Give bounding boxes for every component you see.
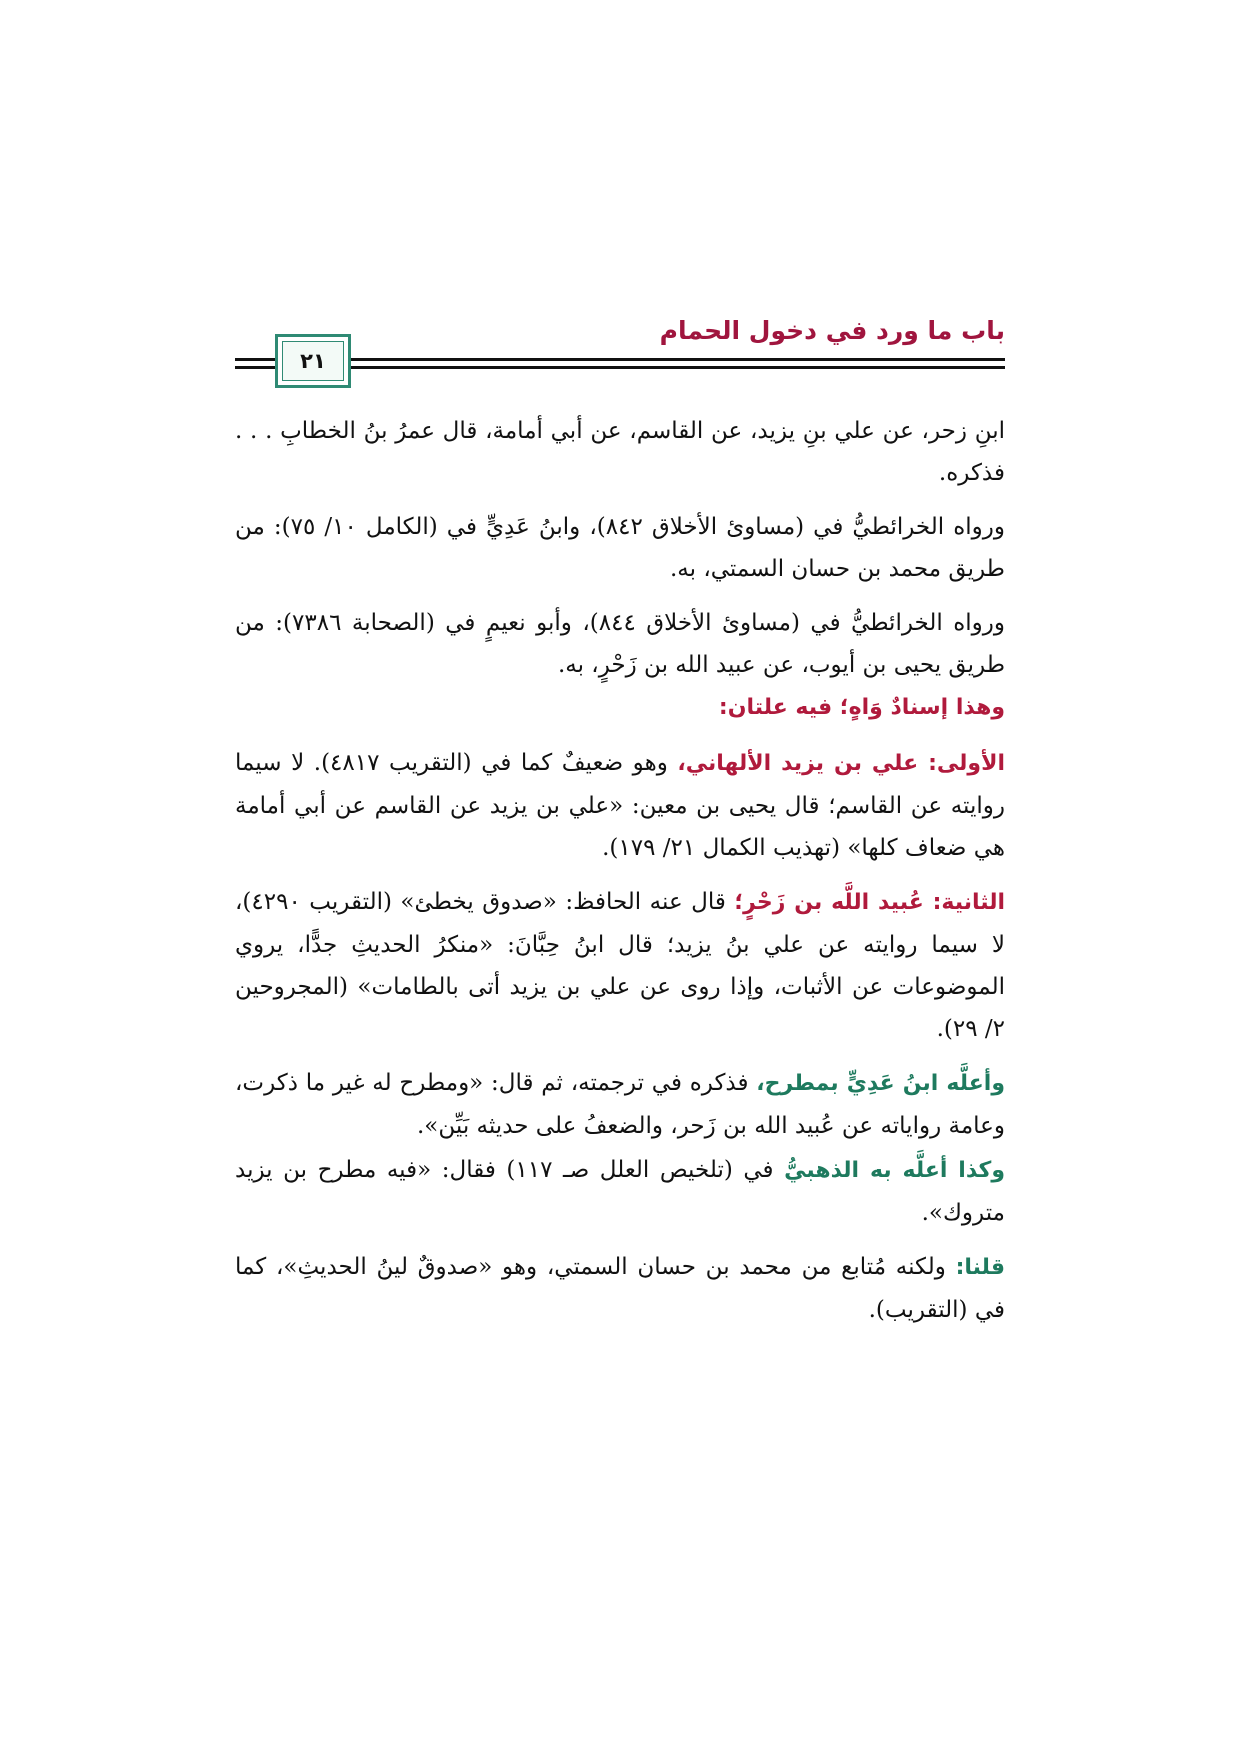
paragraph: الثانية: عُبيد اللَّه بن زَحْرٍ؛ قال عنه الحافظ: «صدوق يخطئ» (التقريب ٤٢٩٠)، لا سيما روايته عن علي بنُ يزيد؛ قال ابنُ حِبَّانَ: «منكرُ الحديثِ جدًّا، يروي الموضوعات عن الأثبات، وإذا روى عن علي بن يزيد أتى بالطامات» (المجروحين ٢/ ٢٩). (235, 889, 1005, 1042)
paragraph: قلنا: ولكنه مُتابع من محمد بن حسان السمتي، وهو «صدوقٌ لينُ الحديثِ»، كما في (التقريب). (235, 1254, 1005, 1323)
section-heading: وهذا إسنادٌ وَاهٍ؛ فيه علتان: (718, 695, 1005, 720)
lead-phrase: الأولى: علي بن يزيد الألهاني، (677, 751, 1006, 776)
lead-phrase: وكذا أعلَّه به الذهبيُّ (784, 1158, 1005, 1183)
paragraph: وأعلَّه ابنُ عَدِيٍّ بمطرح، فذكره في ترجمته، ثم قال: «ومطرح له غير ما ذكرت، وعامة رواياته عن عُبيد الله بن زَحر، والضعفُ على حديثه بَيِّن». (235, 1070, 1005, 1139)
page-header (235, 316, 1005, 391)
page-number: ٢١ (300, 349, 326, 373)
chapter-title: باب ما ورد في دخول الحمام (659, 316, 1005, 345)
page-number-badge (275, 334, 351, 388)
lead-phrase: الثانية: عُبيد اللَّه بن زَحْرٍ؛ (734, 890, 1005, 915)
paragraph: الأولى: علي بن يزيد الألهاني، وهو ضعيفٌ كما في (التقريب ٤٨١٧). لا سيما روايته عن القاسم؛ قال يحيى بن معين: «علي بن يزيد عن القاسم عن أبي أمامة هي ضعاف كلها» (تهذيب الكمال ٢١/ ١٧٩). (235, 750, 1006, 861)
paragraph: ورواه الخرائطيُّ في (مساوئ الأخلاق ٨٤٤)، وأبو نعيمٍ في (الصحابة ٧٣٨٦): من طريق يحيى بن أيوب، عن عبيد الله بن زَحْرٍ، به. (235, 610, 1006, 678)
paragraph: وكذا أعلَّه به الذهبيُّ في (تلخيص العلل صـ ١١٧) فقال: «فيه مطرح بن يزيد متروك». (235, 1157, 1005, 1226)
lead-phrase: وأعلَّه ابنُ عَدِيٍّ بمطرح، (756, 1071, 1005, 1096)
page-body (235, 410, 1005, 1343)
paragraph: ورواه الخرائطيُّ في (مساوئ الأخلاق ٨٤٢)، وابنُ عَدِيٍّ في (الكامل ١٠/ ٧٥): من طريق محمد بن حسان السمتي، به. (235, 514, 1005, 582)
lead-phrase: قلنا: (955, 1255, 1005, 1280)
paragraph: ابنِ زحر، عن علي بنِ يزيد، عن القاسم، عن أبي أمامة، قال عمرُ بنُ الخطابِ . . . فذكره. (235, 418, 1005, 486)
